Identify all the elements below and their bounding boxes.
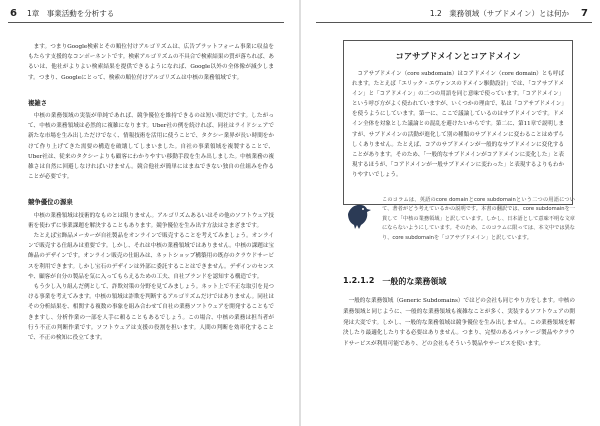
chapter-label: 1章 事業活動を分析する (26, 8, 115, 18)
left-page-number: 6 (10, 7, 17, 19)
right-running-head (320, 6, 588, 20)
box-title: コアサブドメインとコアドメイン (395, 51, 521, 61)
subsection-heading (343, 276, 446, 287)
note-text: このコラムは、英語のcore domainとcore subdomainという二つの用語について、著者がどう考えているかの説明です。本書の翻訳では、core subdomainを一貫して「中核の業務領域」と訳しています。しかし、日本語として意味不明な文章にならないようにしています。そのため、このコラムに限っては、本文中では異なり、core subdomainを「コアサブドメイン」と訳しています。 (382, 197, 575, 241)
box-body: コアサブドメイン（core subdomain）はコアドメイン（core domain）とも呼ばれます。たとえば「エリック・エヴァンスのドメイン駆動設計」では、「コアサブドメイン」と「コアドメイン」の二つの用語を同じ意味で使っています。「コアドメイン」という呼び方がよく使われていますが、いくつかの理由で、私は「コアサブドメイン」を使うようにしています。第一に、ここで議論しているのはサブドメインです。ドメイン全体を対象とした議論との混乱を避けたいからです。第二に、第11章で説明しますが、サブドメインの活動が進化して別の種類のサブドメインに変わることはめずらしくありません。たとえば、コアのサブドメインが一般的なサブドメインに変化することがあります。そのため、「一般的なサブドメインがコアドメインに変化した」と表現するほうが、「コアドメインが一般サブドメインに変わった」と表現するよりもわかりやすいでしょう。 (352, 71, 564, 178)
left-body-text (28, 42, 274, 343)
advantage-paragraph-3: もう少し入り組んだ例として、詐欺対策の分野を見てみましょう。ネット上で不正な取引を見つける事業を考えてみます。中核の領域は詐欺を判断するアルゴリズムだけではありません。同社はその分析結果を、相関する複数の事象を組み合わせて自社の業務ソフトウェアを開発することもできますし、分析作業の一部を人手に頼ることもあるでしょう。この場合、中核の業務は担当者が行う不正の判断作業です。ソフトウェアは支援の役割を担います。人間の判断を効率化することで、不正の検知に役立てます。 (28, 284, 275, 342)
raven-icon (344, 200, 372, 232)
sidebar-box (343, 40, 573, 205)
subsection-number: 1.2.1.2 (343, 276, 375, 285)
complexity-paragraph: 中核の業務領域の実装が単純であれば、競争優位を維持できるのは短い間だけです。したがって、中核の業務領域は必然的に複雑になります。Uber社の例を続ければ、同社はライドシェアで新たな市場を生み出しただけでなく、情報技術を活用に使うことで、タクシー業界が長い時間をかけて作り上げてきた需要の構造を破壊してしまいました。自社の事業領域を複製することで、Uber社は、従来のタクシーよりも顧客にわかりやすい移動手段を生み出しました。中核業務の複雑さは自然に回避しなければいけません。競合他社が簡単にはまねできない独自の仕組みを作ることが必要です。 (28, 113, 274, 181)
header-rule (316, 22, 592, 23)
right-page-number: 7 (581, 7, 588, 19)
advantage-paragraph-1: 中核の業務領域は技術的なものとは限りません。アルゴリズムあるいはその他のソフトウェア技術を使わずに事業課題を解決することもあります。競争優位を生み出す方法はさまざまです。 (28, 212, 274, 229)
section-heading-complexity: 複雑さ (28, 98, 48, 107)
section-label: 1.2 業務領域（サブドメイン）とは何か (429, 8, 570, 18)
advantage-paragraph-2: たとえば宝飾品メーカーが自社製品をオンラインで販売することを考えてみましょう。オンラインで販売する仕組みは重要です。しかし、それは中核の業務領域ではありません。中核の課題は宝飾品のデザインです。オンライン販売の仕組みは、ネットショップ構築用の既存のクラウドサービスを利用できます。しかし宝石のデザインは外部に委託することはできません。デザインのセンスや、顧客が自分の製品を気に入ってもらえるための工夫、自社ブランドを認知する構造です。 (28, 233, 275, 280)
subsection-title: 一般的な業務領域 (382, 277, 447, 286)
left-running-head (10, 6, 280, 20)
header-rule (8, 22, 284, 23)
translator-note (340, 196, 575, 256)
intro-paragraph: ます。つまりGoogle検索とその順位付けアルゴリズムは、広告プラットフォーム事業に収益をもたらす支援的なコンポーネントです。検索アルゴリズムの不具合で検索結果の質が落ちれば、あるいは、他社がよりよい検索結果を提供できるようになれば、Google以外の全体像が減少します。つまり、Googleにとって、検索の順位付けアルゴリズムは中核の業務領域です。 (28, 44, 274, 81)
generic-subdomain-paragraph: 一般的な業務領域（Generic Subdomains）ではどの会社も同じやり方をします。中核の業務領域と同じように、一般的な業務領域も複雑なことが多く、実装するソフトウェアの開発は大変です。しかし、一般的な業務領域は競争優位を生み出しません。この業務領域を解決したり最適化したりする必要はありません。つまり、完璧のあるパッケージ製品やクラウドサービスが利用可能であり、どの会社もそういう製品やサービスを使います。 (343, 298, 575, 348)
section-heading-competitive-advantage: 競争優位の源泉 (28, 198, 73, 207)
